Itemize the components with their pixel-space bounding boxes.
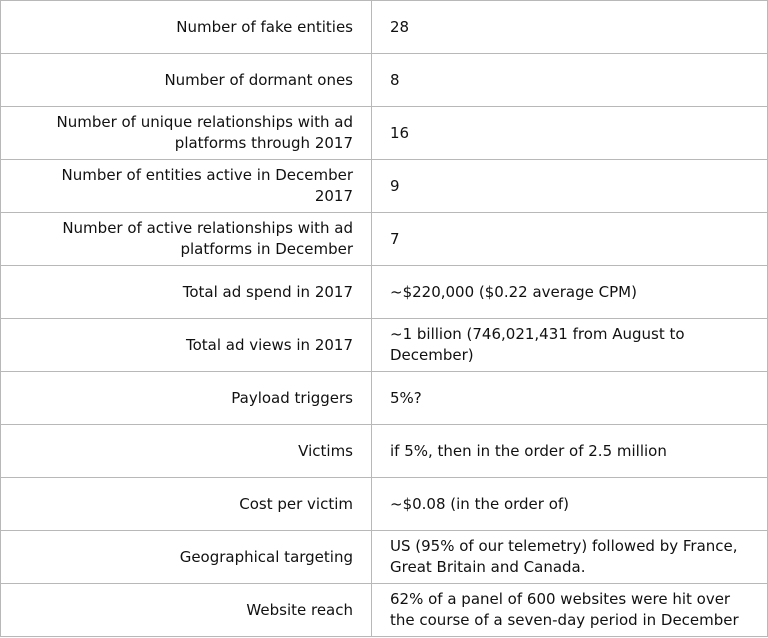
row-label: Victims <box>1 425 372 478</box>
row-label: Total ad views in 2017 <box>1 319 372 372</box>
row-value: ~$220,000 ($0.22 average CPM) <box>372 266 768 319</box>
row-value: if 5%, then in the order of 2.5 million <box>372 425 768 478</box>
row-value: US (95% of our telemetry) followed by France, Great Britain and Canada. <box>372 531 768 584</box>
row-label: Number of unique relationships with ad platforms through 2017 <box>1 107 372 160</box>
table-row <box>1 425 768 478</box>
row-label: Number of entities active in December 2017 <box>1 160 372 213</box>
row-value: ~$0.08 (in the order of) <box>372 478 768 531</box>
table-row <box>1 1 768 54</box>
row-label: Cost per victim <box>1 478 372 531</box>
table-row <box>1 319 768 372</box>
row-label: Geographical targeting <box>1 531 372 584</box>
table-row <box>1 531 768 584</box>
row-label: Website reach <box>1 584 372 637</box>
row-value: 28 <box>372 1 768 54</box>
row-label: Number of active relationships with ad platforms in December <box>1 213 372 266</box>
table-row <box>1 54 768 107</box>
table-row <box>1 372 768 425</box>
row-label: Total ad spend in 2017 <box>1 266 372 319</box>
row-value: 5%? <box>372 372 768 425</box>
table-row <box>1 107 768 160</box>
row-value: 9 <box>372 160 768 213</box>
row-label: Number of fake entities <box>1 1 372 54</box>
table-row <box>1 213 768 266</box>
row-value: 16 <box>372 107 768 160</box>
table-row <box>1 160 768 213</box>
row-value: 8 <box>372 54 768 107</box>
table-row <box>1 266 768 319</box>
row-label: Payload triggers <box>1 372 372 425</box>
row-value: 7 <box>372 213 768 266</box>
row-value: 62% of a panel of 600 websites were hit over the course of a seven-day period in December <box>372 584 768 637</box>
row-label: Number of dormant ones <box>1 54 372 107</box>
row-value: ~1 billion (746,021,431 from August to December) <box>372 319 768 372</box>
table-row <box>1 584 768 637</box>
table-row <box>1 478 768 531</box>
